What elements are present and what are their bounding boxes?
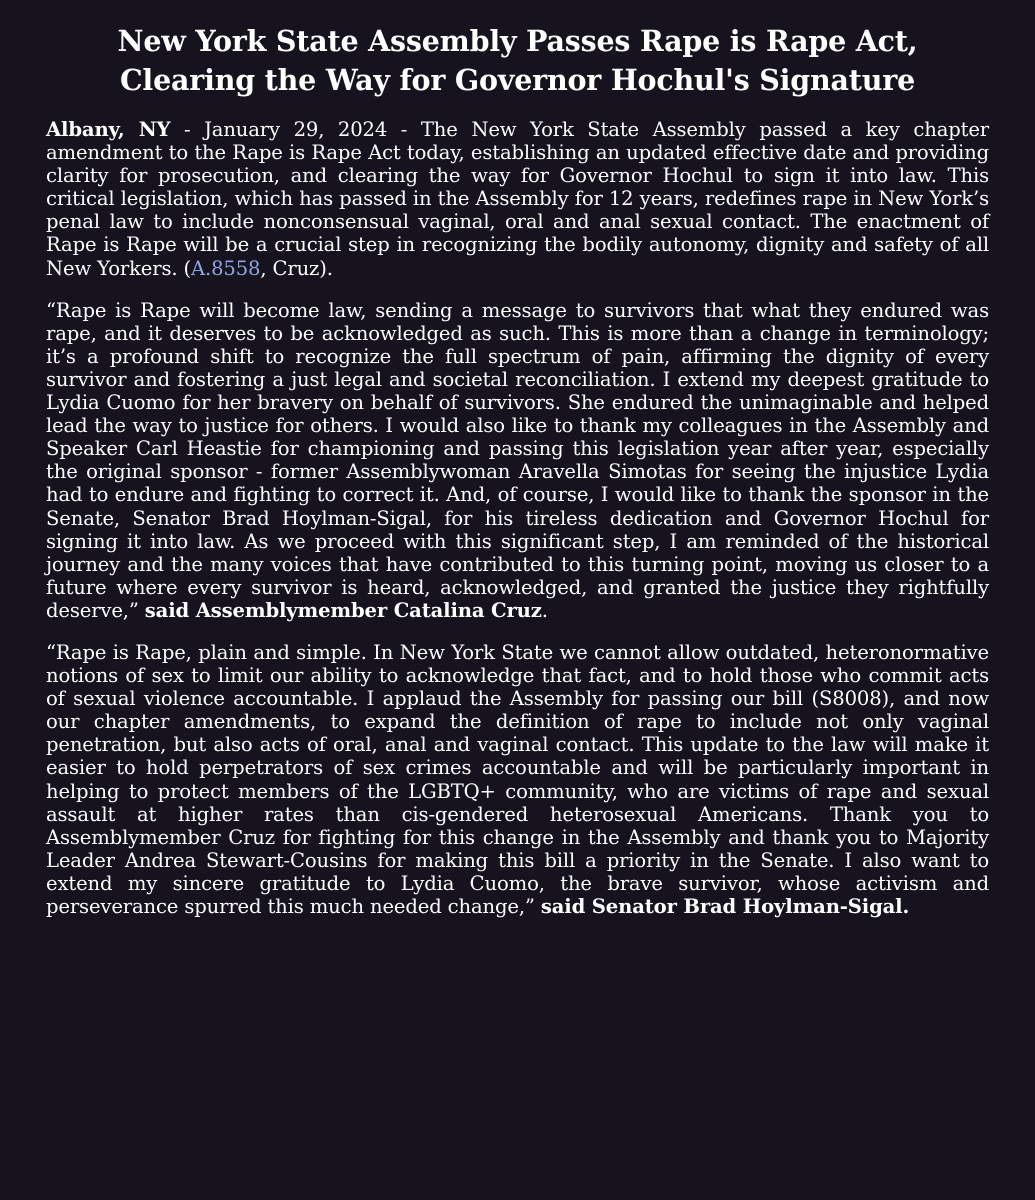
hoylman-quote-paragraph — [46, 641, 989, 918]
intro-paragraph — [46, 118, 989, 280]
page-title: New York State Assembly Passes Rape is Rape Act, Clearing the Way for Governor Hochul's Signature — [117, 24, 918, 97]
hoylman-quote: “Rape is Rape, plain and simple. In New York State we cannot allow outdated, heteronormative notions of sex to limit our ability to acknowledge that fact, and to hold those who commit acts of sexual violence accountable. I applaud the Assembly for passing our bill (S8008), and now our chapter amendments, to expand the definition of rape to include not only vaginal penetration, but also acts of oral, anal and vaginal contact. This update to the law will make it easier to hold perpetrators of sex crimes accountable and will be particularly important in helping to protect members of the LGBTQ+ community, who are victims of rape and sexual assault at higher rates than cis-gendered heterosexual Americans. Thank you to Assemblymember Cruz for fighting for this change in the Assembly and thank you to Majority Leader Andrea Stewart-Cousins for making this bill a priority in the Senate. I also want to extend my sincere gratitude to Lydia Cuomo, the brave survivor, whose activism and perseverance spurred this much needed change,” — [46, 640, 989, 918]
dateline: Albany, NY — [46, 118, 171, 141]
cruz-quote-paragraph — [46, 299, 989, 622]
intro-text-end: , Cruz). — [260, 256, 333, 280]
hoylman-attribution: said Senator Brad Hoylman-Sigal. — [540, 895, 910, 918]
cruz-quote: “Rape is Rape will become law, sending a message to survivors that what they endured was rape, and it deserves to be acknowledged as such. This is more than a change in terminology; it’s a profound shift to recognize the full spectrum of pain, affirming the dignity of every survivor and fostering a just legal and societal reconciliation. I extend my deepest gratitude to Lydia Cuomo for her bravery on behalf of survivors. She endured the unimaginable and helped lead the way to justice for others. I would also like to thank my colleagues in the Assembly and Speaker Carl Heastie for championing and passing this legislation year after year, especially the original sponsor - former Assemblywoman Aravella Simotas for seeing the injustice Lydia had to endure and fighting to correct it. And, of course, I would like to thank the sponsor in the Senate, Senator Brad Hoylman-Sigal, for his tireless dedication and Governor Hochul for signing it into law. As we proceed with this significant step, I am reminded of the historical journey and the many voices that have contributed to this turning point, moving us closer to a future where every survivor is heard, acknowledged, and granted the justice they rightfully deserve,” — [46, 298, 989, 622]
cruz-quote-end: . — [541, 598, 548, 622]
intro-text: - January 29, 2024 - The New York State Assembly passed a key chapter amendment to the Rape is Rape Act today, establishing an updated effective date and providing clarity for prosecution, and clearing the way for Governor Hochul to sign it into law. This critical legislation, which has passed in the Assembly for 12 years, redefines rape in New York’s penal law to include nonconsensual vaginal, oral and anal sexual contact. The enactment of Rape is Rape will be a crucial step in recognizing the bodily autonomy, dignity and safety of all New Yorkers. ( — [46, 118, 989, 280]
bill-link-a8558[interactable]: A.8558 — [191, 256, 261, 280]
cruz-attribution: said Assemblymember Catalina Cruz — [144, 598, 542, 622]
